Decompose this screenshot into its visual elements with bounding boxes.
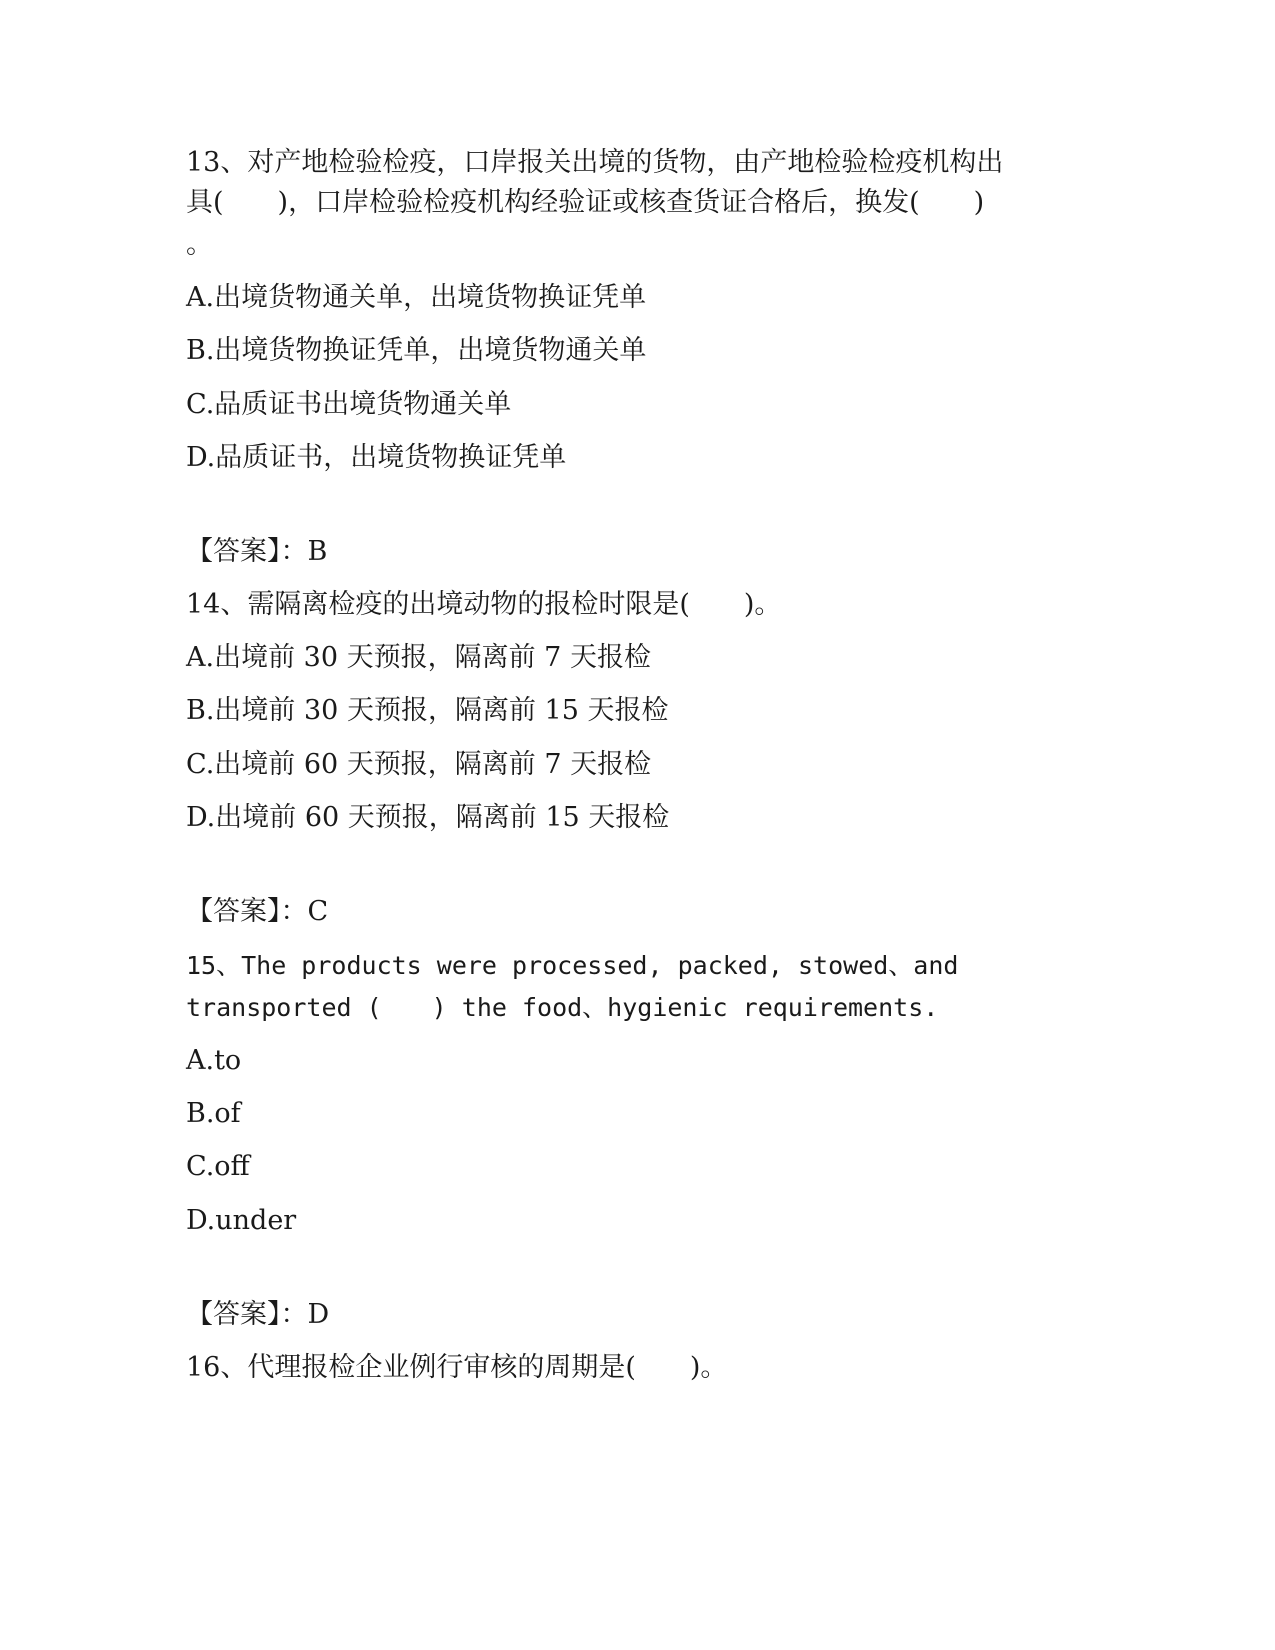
question-15-option-b: B.of (186, 1098, 241, 1129)
question-16-stem-line-1: 16、代理报检企业例行审核的周期是( )。 (186, 1352, 728, 1383)
question-15-answer: 【答案】：D (186, 1299, 330, 1330)
question-14-option-a: A.出境前 30 天预报，隔离前 7 天报检 (186, 642, 651, 673)
question-13-answer: 【答案】：B (186, 536, 328, 567)
question-13-stem-line-3: 。 (186, 229, 213, 260)
question-13-option-d: D.品质证书，出境货物换证凭单 (186, 442, 567, 473)
question-15-option-a: A.to (186, 1045, 242, 1076)
question-13-option-c: C.品质证书出境货物通关单 (186, 389, 512, 420)
question-14-stem-line-1: 14、需隔离检疫的出境动物的报检时限是( )。 (186, 589, 782, 620)
question-13-option-a: A.出境货物通关单，出境货物换证凭单 (186, 282, 647, 313)
document-page (186, 0, 1086, 1650)
question-14-option-c: C.出境前 60 天预报，隔离前 7 天报检 (186, 749, 652, 780)
question-15-stem-line-1: 15、The products were processed, packed, stowed、and (186, 951, 959, 980)
question-15-option-c: C.off (186, 1151, 250, 1182)
question-14-option-b: B.出境前 30 天预报，隔离前 15 天报检 (186, 695, 669, 726)
question-13-stem-line-2: 具( )，口岸检验检疫机构经验证或核查货证合格后，换发( ) (186, 187, 985, 218)
question-15-option-d: D.under (186, 1205, 297, 1236)
question-13-stem-line-1: 13、对产地检验检疫，口岸报关出境的货物，由产地检验检疫机构出 (186, 147, 1004, 178)
question-15-stem-line-2: transported ( ) the food、hygienic requirements. (186, 993, 939, 1022)
question-13-option-b: B.出境货物换证凭单，出境货物通关单 (186, 335, 647, 366)
question-14-answer: 【答案】：C (186, 896, 329, 927)
question-14-option-d: D.出境前 60 天预报，隔离前 15 天报检 (186, 802, 670, 833)
